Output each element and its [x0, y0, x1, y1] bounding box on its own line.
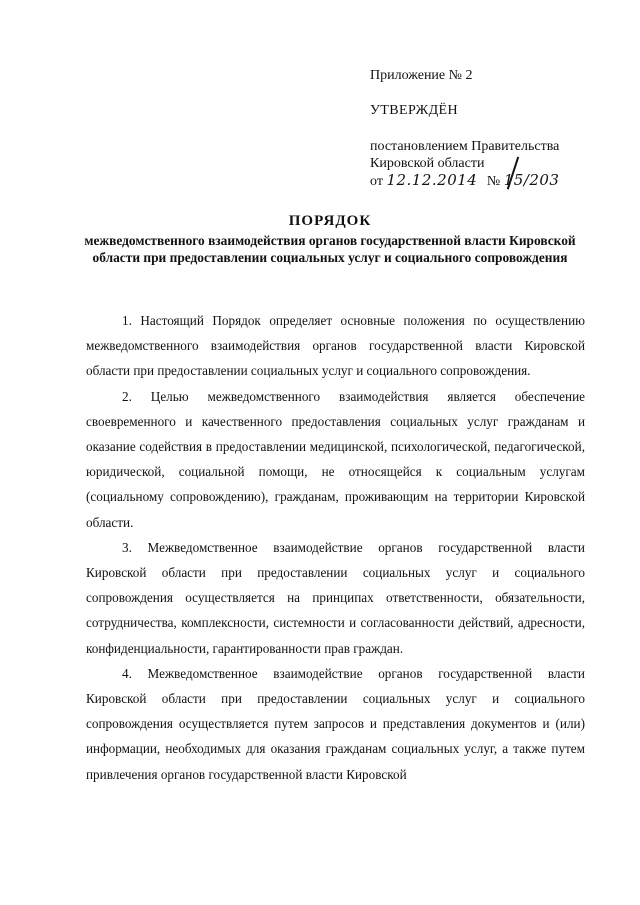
handwritten-number: 15/203 [503, 171, 560, 189]
document-body [86, 308, 585, 787]
date-prefix: от [370, 174, 383, 189]
approved-label: УТВЕРЖДЁН [370, 103, 459, 118]
region-text: Кировской области [370, 156, 485, 171]
paragraph-2: 2. Целью межведомственного взаимодействия является обеспечение своевременного и качественного предоставления социальных услуг гражданам и оказание содействия в предоставлении медицинской, психологической, педагогической, юридической, социальной помощи, не относящейся к социальным услугам (социальному сопровождению), гражданам, проживающим на территории Кировской области. [86, 388, 585, 530]
approval-block [370, 67, 610, 190]
annex-label: Приложение № 2 [370, 68, 473, 83]
document-title-block [60, 212, 600, 266]
paragraph-4: 4. Межведомственное взаимодействие органов государственной власти Кировской области при предоставлении социальных услуг и социального сопровождения осуществляется путем запросов и представления документов и (или) информации, необходимых для оказания гражданам социальных услуг, а также путем привлечения органов государственной власти Кировской [86, 665, 585, 782]
document-subtitle: межведомственного взаимодействия органов государственной власти Кировской области при предоставлении социальных услуг и социального сопровождения [84, 233, 576, 265]
paragraph-3: 3. Межведомственное взаимодействие органов государственной власти Кировской области при предоставлении социальных услуг и социального сопровождения осуществляется на принципах ответственности, обязательности, сотрудничества, комплексности, системности и согласованности действий, адресности, конфиденциальности, гарантированности прав граждан. [86, 539, 585, 656]
number-prefix: № [486, 174, 501, 189]
paragraph-1: 1. Настоящий Порядок определяет основные положения по осуществлению межведомственного взаимодействия органов государственной власти Кировской области при предоставлении социальных услуг и социального сопровождения. [86, 313, 585, 379]
approved-by-text: постановлением Правительства [370, 139, 560, 154]
handwritten-date: 12.12.2014 [386, 171, 478, 189]
date-number-line [370, 172, 610, 190]
document-title: ПОРЯДОК [288, 213, 372, 229]
